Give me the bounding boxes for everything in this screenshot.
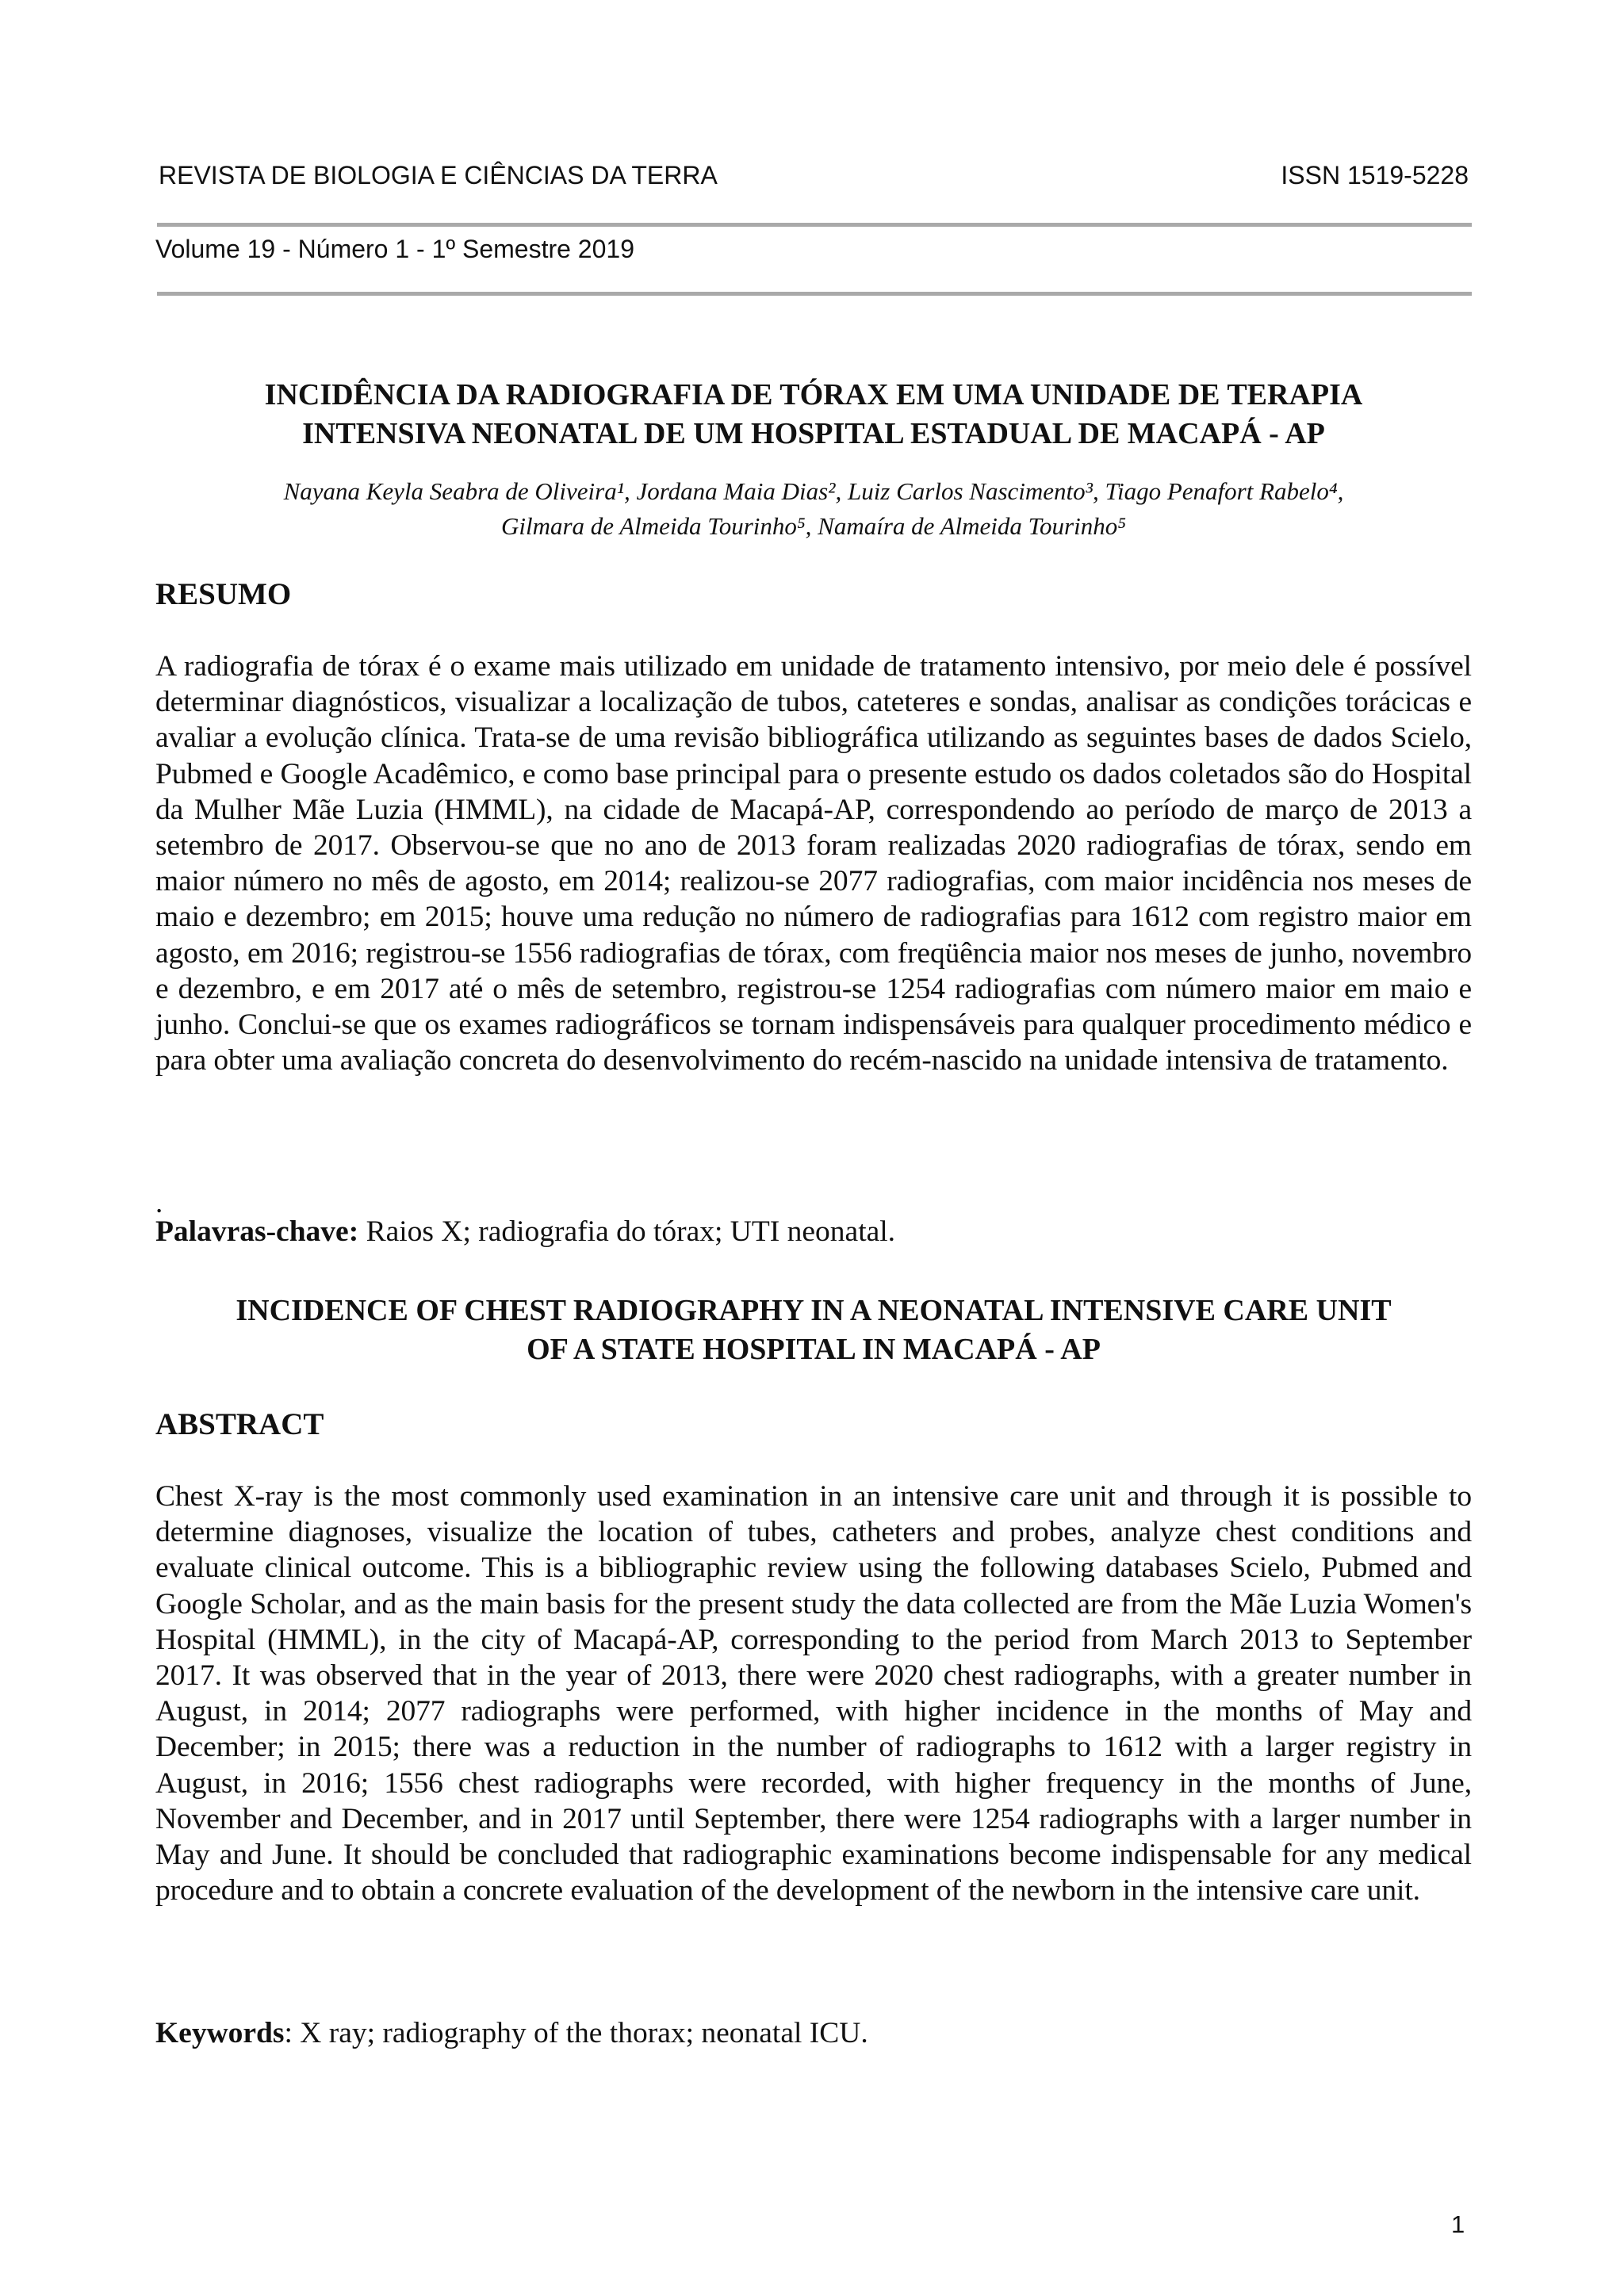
palavras-chave <box>155 1215 895 1249</box>
title-pt-line-1: INCIDÊNCIA DA RADIOGRAFIA DE TÓRAX EM UMA UNIDADE DE TERAPIA <box>264 378 1363 411</box>
title-en-line-2: OF A STATE HOSPITAL IN MACAPÁ - AP <box>527 1333 1101 1366</box>
keywords-label: Keywords <box>155 2017 285 2049</box>
stray-period: . <box>155 1187 163 1219</box>
header-rule-top <box>157 223 1472 227</box>
abstract-heading: ABSTRACT <box>155 1407 324 1441</box>
paper-title-portuguese <box>159 376 1469 453</box>
paper-title-english <box>159 1292 1469 1369</box>
issn: ISSN 1519-5228 <box>1281 161 1469 189</box>
volume-info: Volume 19 - Número 1 - 1º Semestre 2019 <box>155 235 634 263</box>
resumo-text: A radiografia de tórax é o exame mais utilizado em unidade de tratamento intensivo, por meio dele é possível determinar diagnósticos, visualizar a localização de tubos, cateteres e sondas, analisar as condições torácicas e avaliar a evolução clínica. Trata-se de uma revisão bibliográfica utilizando as seguintes bases de dados Scielo, Pubmed e Google Acadêmico, e como base principal para o presente estudo os dados coletados são do Hospital da Mulher Mãe Luzia (HMML), na cidade de Macapá-AP, correspondendo ao período de março de 2013 a setembro de 2017. Observou-se que no ano de 2013 foram realizadas 2020 radiografias de tórax, sendo em maior número no mês de agosto, em 2014; realizou-se 2077 radiografias, com maior incidência nos meses de maio e dezembro; em 2015; houve uma redução no número de radiografias para 1612 com registro maior em agosto, em 2016; registrou-se 1556 radiografias de tórax, com freqüência maior nos meses de junho, novembro e dezembro, e em 2017 até o mês de setembro, registrou-se 1254 radiografias com número maior em maio e junho. Conclui-se que os exames radiográficos se tornam indispensáveis para qualquer procedimento médico e para obter uma avaliação concreta do desenvolvimento do recém-nascido na unidade intensiva de tratamento. <box>155 650 1472 1077</box>
title-en-line-1: INCIDENCE OF CHEST RADIOGRAPHY IN A NEONATAL INTENSIVE CARE UNIT <box>236 1294 1392 1327</box>
palavras-chave-label: Palavras-chave: <box>155 1215 359 1248</box>
header-rule-bottom <box>157 292 1472 296</box>
keywords-text: : X ray; radiography of the thorax; neonatal ICU. <box>284 2017 868 2049</box>
authors-line-2: Gilmara de Almeida Tourinho⁵, Namaíra de Almeida Tourinho⁵ <box>500 512 1127 540</box>
palavras-chave-text: Raios X; radiografia do tórax; UTI neonatal. <box>358 1215 896 1248</box>
abstract-text: Chest X-ray is the most commonly used examination in an intensive care unit and through it is possible to determine diagnoses, visualize the location of tubes, catheters and probes, analyze chest conditions and evaluate clinical outcome. This is a bibliographic review using the following databases Scielo, Pubmed and Google Scholar, and as the main basis for the present study the data collected are from the Mãe Luzia Women's Hospital (HMML), in the city of Macapá-AP, corresponding to the period from March 2013 to September 2017. It was observed that in the year of 2013, there were 2020 chest radiographs, with a greater number in August, in 2014; 2077 radiographs were performed, with higher incidence in the months of May and December; in 2015; there was a reduction in the number of radiographs to 1612 with a larger registry in August, in 2016; 1556 chest radiographs were recorded, with higher frequency in the months of June, November and December, and in 2017 until September, there were 1254 radiographs with a larger number in May and June. It should be concluded that radiographic examinations become indispensable for any medical procedure and to obtain a concrete evaluation of the development of the newborn in the intensive care unit. <box>155 1480 1472 1908</box>
title-pt-line-2: INTENSIVA NEONATAL DE UM HOSPITAL ESTADUAL DE MACAPÁ - AP <box>302 417 1325 450</box>
journal-name: REVISTA DE BIOLOGIA E CIÊNCIAS DA TERRA <box>159 161 718 189</box>
keywords <box>155 2016 868 2050</box>
author-list <box>159 474 1469 544</box>
resumo-heading: RESUMO <box>155 577 292 611</box>
running-header <box>159 161 1469 190</box>
page-number: 1 <box>1451 2210 1465 2238</box>
authors-line-1: Nayana Keyla Seabra de Oliveira¹, Jordana Maia Dias², Luiz Carlos Nascimento³, Tiago Penafort Rabelo⁴, <box>283 477 1344 505</box>
